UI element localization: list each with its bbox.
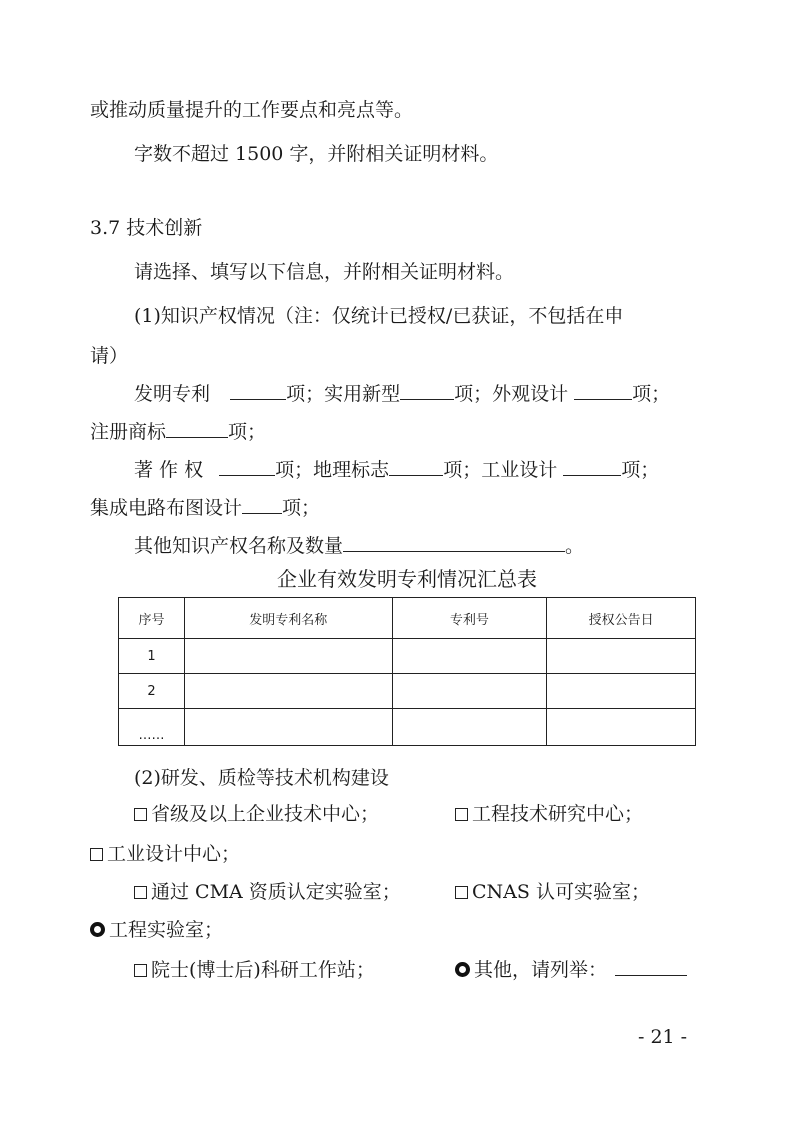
table-row — [119, 674, 696, 709]
radio-selected-icon[interactable] — [90, 922, 105, 937]
table-row — [119, 709, 696, 746]
label-copyright: 著 作 权 — [134, 459, 204, 481]
checkbox-icon[interactable] — [134, 808, 147, 821]
copyright-count-field[interactable] — [219, 457, 275, 476]
checkbox-icon[interactable] — [134, 886, 147, 899]
rd-option-provincial-tech-center[interactable]: 省级及以上企业技术中心； — [134, 800, 697, 828]
page-number: - 21 - — [638, 1026, 688, 1048]
industrial-design-count-field[interactable] — [563, 457, 621, 476]
rd-option-eng-research-center[interactable]: 工程技术研究中心； — [455, 800, 643, 828]
label-trademark: 注册商标 — [90, 421, 167, 443]
grant-date-cell[interactable] — [547, 674, 696, 709]
other-ip-field[interactable] — [343, 533, 565, 552]
label-ic-layout: 集成电路布图设计 — [90, 497, 243, 519]
rd-option-cnas-lab[interactable]: CNAS 认可实验室； — [455, 878, 650, 906]
table-header-row — [119, 598, 696, 639]
table-caption: 企业有效发明专利情况汇总表 — [277, 567, 537, 591]
rd-option-engineering-lab[interactable]: 工程实验室； — [90, 916, 697, 944]
label-design: 外观设计 — [492, 383, 569, 405]
label-utility-model: 实用新型 — [324, 383, 401, 405]
instruction-text: 请选择、填写以下信息，并附相关证明材料。 — [134, 261, 515, 283]
ip-other-row: 其他知识产权名称及数量 。 — [134, 535, 585, 557]
design-count-field[interactable] — [574, 381, 632, 400]
section-heading: 3.7 技术创新 — [90, 217, 203, 239]
patent-summary-table — [118, 597, 696, 746]
rd-option-other[interactable]: 其他，请列举： — [455, 956, 687, 984]
checkbox-icon[interactable] — [455, 808, 468, 821]
checkbox-icon[interactable] — [134, 964, 147, 977]
col-header-index: 序号 — [119, 598, 185, 639]
col-header-grant-date: 授权公告日 — [547, 598, 696, 639]
row-index: …… — [119, 709, 185, 746]
checkbox-icon[interactable] — [455, 886, 468, 899]
patent-name-cell[interactable] — [184, 639, 392, 674]
patent-name-cell[interactable] — [184, 674, 392, 709]
ip-row-1: 发明专利 项；实用新型 项；外观设计 项； — [134, 383, 671, 405]
row-index: 2 — [119, 674, 185, 709]
paragraph-tail: 或推动质量提升的工作要点和亮点等。 — [90, 99, 414, 121]
utility-model-count-field[interactable] — [400, 381, 454, 400]
label-geo-indication: 地理标志 — [313, 459, 390, 481]
other-institution-field[interactable] — [615, 957, 687, 976]
patent-no-cell[interactable] — [392, 709, 547, 746]
label-industrial-design: 工业设计 — [481, 459, 558, 481]
word-limit-note: 字数不超过 1500 字，并附相关证明材料。 — [134, 143, 499, 165]
grant-date-cell[interactable] — [547, 709, 696, 746]
ip-heading-cont: 请） — [90, 345, 129, 367]
grant-date-cell[interactable] — [547, 639, 696, 674]
patent-no-cell[interactable] — [392, 674, 547, 709]
ip-heading: (1)知识产权情况（注：仅统计已授权/已获证，不包括在申 — [134, 305, 624, 327]
row-index: 1 — [119, 639, 185, 674]
table-row — [119, 639, 696, 674]
col-header-patent-name: 发明专利名称 — [184, 598, 392, 639]
patent-name-cell[interactable] — [184, 709, 392, 746]
invention-patent-count-field[interactable] — [230, 381, 286, 400]
rd-option-industrial-design-center[interactable]: 工业设计中心； — [90, 840, 697, 868]
checkbox-icon[interactable] — [90, 848, 103, 861]
label-invention-patent: 发明专利 — [134, 383, 211, 405]
rd-heading: (2)研发、质检等技术机构建设 — [134, 767, 389, 789]
ip-row-2-cont: 集成电路布图设计 项； — [90, 497, 321, 519]
col-header-patent-no: 专利号 — [392, 598, 547, 639]
rd-option-cma-lab[interactable]: 通过 CMA 资质认定实验室； — [134, 878, 697, 906]
trademark-count-field[interactable] — [166, 419, 228, 438]
patent-no-cell[interactable] — [392, 639, 547, 674]
radio-selected-icon[interactable] — [455, 962, 470, 977]
ip-row-1-cont: 注册商标 项； — [90, 421, 267, 443]
rd-option-academician-station[interactable]: 院士(博士后)科研工作站； — [134, 956, 697, 984]
geo-indication-count-field[interactable] — [389, 457, 443, 476]
label-other-ip: 其他知识产权名称及数量 — [134, 535, 344, 557]
ip-row-2: 著 作 权 项；地理标志 项；工业设计 项； — [134, 459, 660, 481]
ic-layout-count-field[interactable] — [242, 495, 282, 514]
